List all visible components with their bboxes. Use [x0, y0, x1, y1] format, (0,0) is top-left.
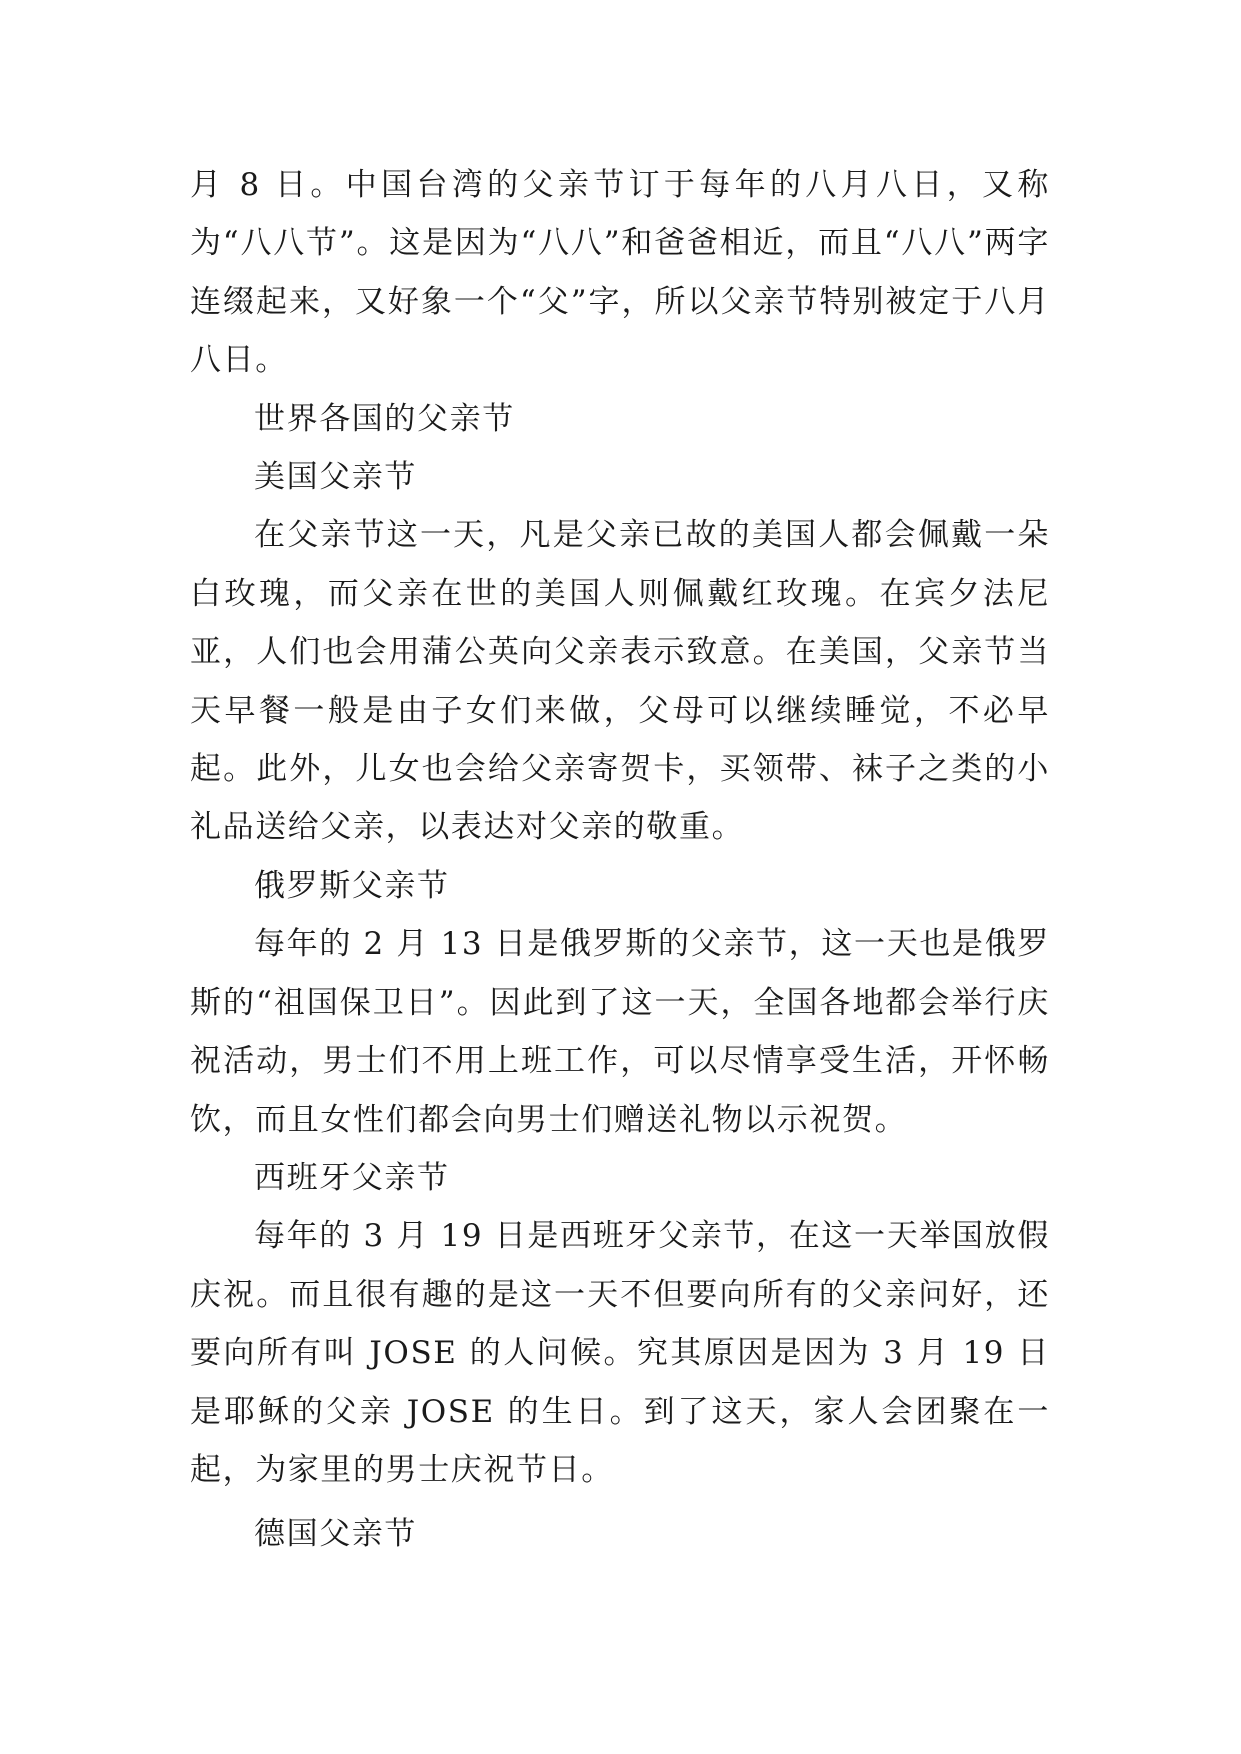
paragraph-taiwan-fathers-day: 月 8 日。中国台湾的父亲节订于每年的八月八日，又称为“八八节”。这是因为“八八”和爸爸相近，而且“八八”两字连缀起来，又好象一个“父”字，所以父亲节特别被定于八月八日。 — [190, 167, 1050, 379]
paragraph-russia-fathers-day: 每年的 2 月 13 日是俄罗斯的父亲节，这一天也是俄罗斯的“祖国保卫日”。因此到了这一天，全国各地都会举行庆祝活动，男士们不用上班工作，可以尽情享受生活，开怀畅饮，而且女性们都会向男士们赠送礼物以示祝贺。 — [190, 926, 1050, 1138]
heading-germany-fathers-day: 德国父亲节 — [254, 1516, 417, 1553]
heading-usa-fathers-day: 美国父亲节 — [254, 459, 417, 496]
heading-spain-fathers-day: 西班牙父亲节 — [254, 1159, 450, 1196]
heading-russia-fathers-day: 俄罗斯父亲节 — [254, 867, 450, 904]
page-content — [190, 156, 1050, 1564]
heading-world-fathers-day: 世界各国的父亲节 — [254, 400, 515, 437]
paragraph-spain-fathers-day: 每年的 3 月 19 日是西班牙父亲节，在这一天举国放假庆祝。而且很有趣的是这一天不但要向所有的父亲问好，还要向所有叫 JOSE 的人问候。究其原因是因为 3 月 19 日是耶稣的父亲 JOSE 的生日。到了这天，家人会团聚在一起，为家里的男士庆祝节日。 — [190, 1218, 1050, 1488]
paragraph-usa-fathers-day: 在父亲节这一天，凡是父亲已故的美国人都会佩戴一朵白玫瑰，而父亲在世的美国人则佩戴红玫瑰。在宾夕法尼亚，人们也会用蒲公英向父亲表示致意。在美国，父亲节当天早餐一般是由子女们来做，父母可以继续睡觉，不必早起。此外，儿女也会给父亲寄贺卡，买领带、袜子之类的小礼品送给父亲，以表达对父亲的敬重。 — [190, 517, 1050, 846]
